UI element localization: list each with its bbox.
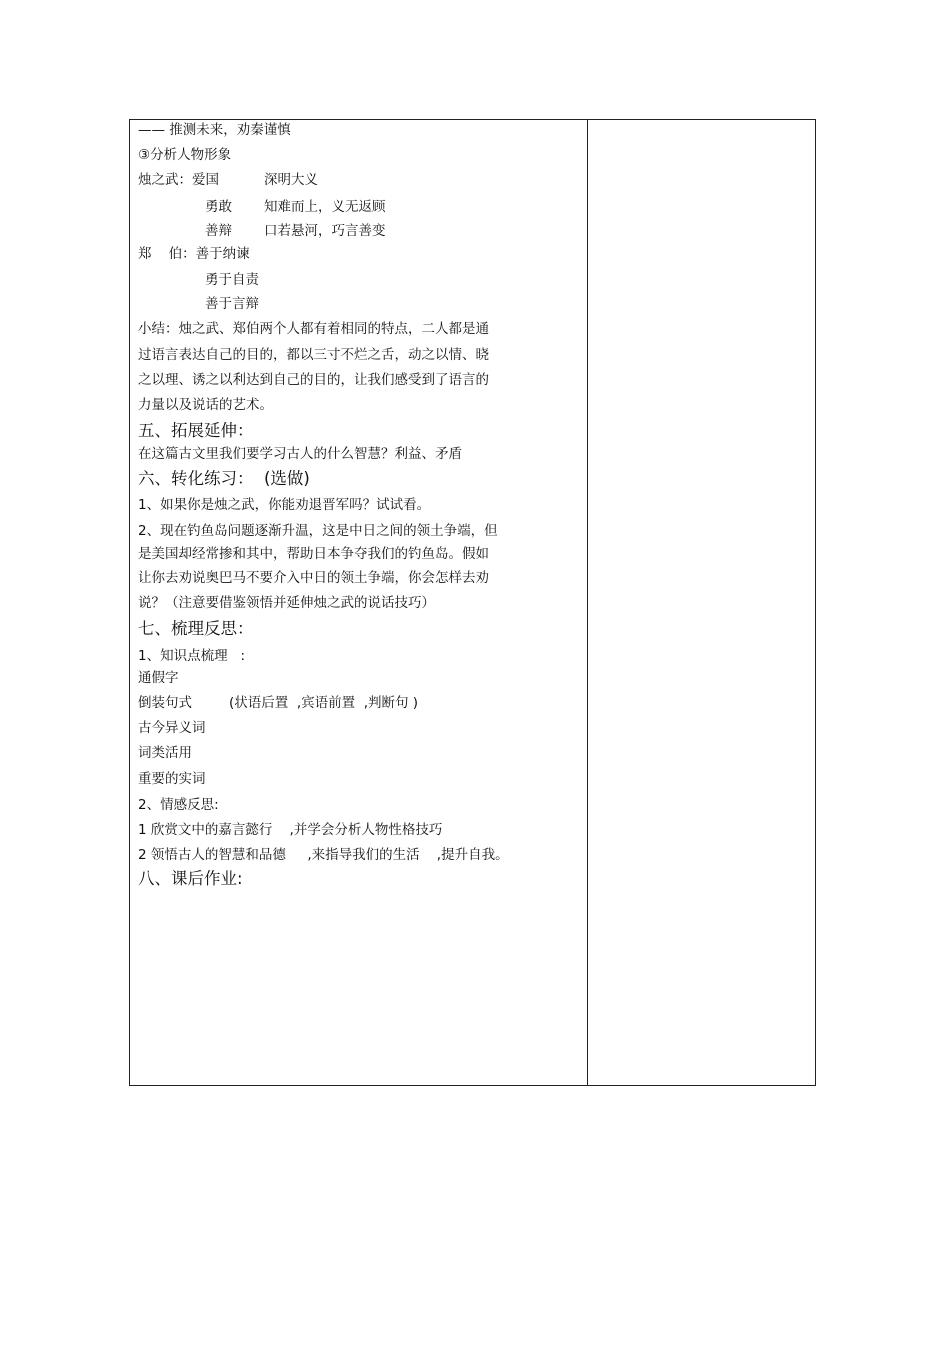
text-line: —— 推测未来，劝秦谨慎	[138, 122, 291, 138]
text-line: 郑 伯：善于纳谏	[138, 246, 250, 262]
text-line: 烛之武：爱国	[138, 172, 219, 188]
text-line: 深明大义	[264, 172, 318, 188]
text-line: 在这篇古文里我们要学习古人的什么智慧？利益、矛盾	[138, 446, 462, 462]
text-line: 勇于自责	[205, 272, 259, 288]
text-line: ③分析人物形象	[138, 147, 232, 163]
text-line: 说？（注意要借鉴领悟并延伸烛之武的说话技巧）	[138, 595, 435, 611]
text-line: 倒装句式	[138, 695, 192, 711]
text-line: 小结：烛之武、郑伯两个人都有着相同的特点，二人都是通	[138, 321, 489, 337]
text-line: 1、如果你是烛之武，你能劝退晋军吗？试试看。	[138, 497, 431, 513]
text-line: 知难而上，义无返顾	[264, 199, 386, 215]
section-heading: 五、拓展延伸：	[138, 421, 254, 440]
text-line: 词类活用	[138, 745, 192, 761]
text-line: 重要的实词	[138, 771, 206, 787]
text-line: 勇敢	[205, 199, 232, 215]
text-line: 口若悬河，巧言善变	[264, 223, 386, 239]
text-line: 之以理、诱之以利达到自己的目的，让我们感受到了语言的	[138, 372, 489, 388]
text-line: 善辩	[205, 223, 232, 239]
section-heading: 八、课后作业:	[138, 869, 243, 888]
text-line: 是美国却经常掺和其中，帮助日本争夺我们的钓鱼岛。假如	[138, 546, 489, 562]
lesson-plan-table	[129, 119, 816, 1086]
text-line: 过语言表达自己的目的，都以三寸不烂之舌，动之以情、晓	[138, 347, 489, 363]
text-line: 古今异义词	[138, 720, 206, 736]
empty-notes-cell	[588, 120, 815, 1085]
text-line: 2 领悟古人的智慧和品德 ,来指导我们的生活 ,提升自我。	[138, 847, 509, 863]
section-heading: 七、梳理反思：	[138, 619, 254, 638]
section-heading: 六、转化练习： (选做)	[138, 469, 310, 488]
text-line: 1、知识点梳理 :	[138, 648, 246, 664]
text-line: 2、现在钓鱼岛问题逐渐升温，这是中日之间的领土争端，但	[138, 523, 498, 539]
text-line: 善于言辩	[205, 296, 259, 312]
text-line: (状语后置 ,宾语前置 ,判断句 )	[229, 695, 419, 711]
text-line: 1 欣赏文中的嘉言懿行 ,并学会分析人物性格技巧	[138, 822, 443, 838]
text-line: 通假字	[138, 670, 179, 686]
text-line: 力量以及说话的艺术。	[138, 397, 273, 413]
text-line: 2、情感反思:	[138, 797, 219, 813]
text-line: 让你去劝说奥巴马不要介入中日的领土争端，你会怎样去劝	[138, 570, 489, 586]
